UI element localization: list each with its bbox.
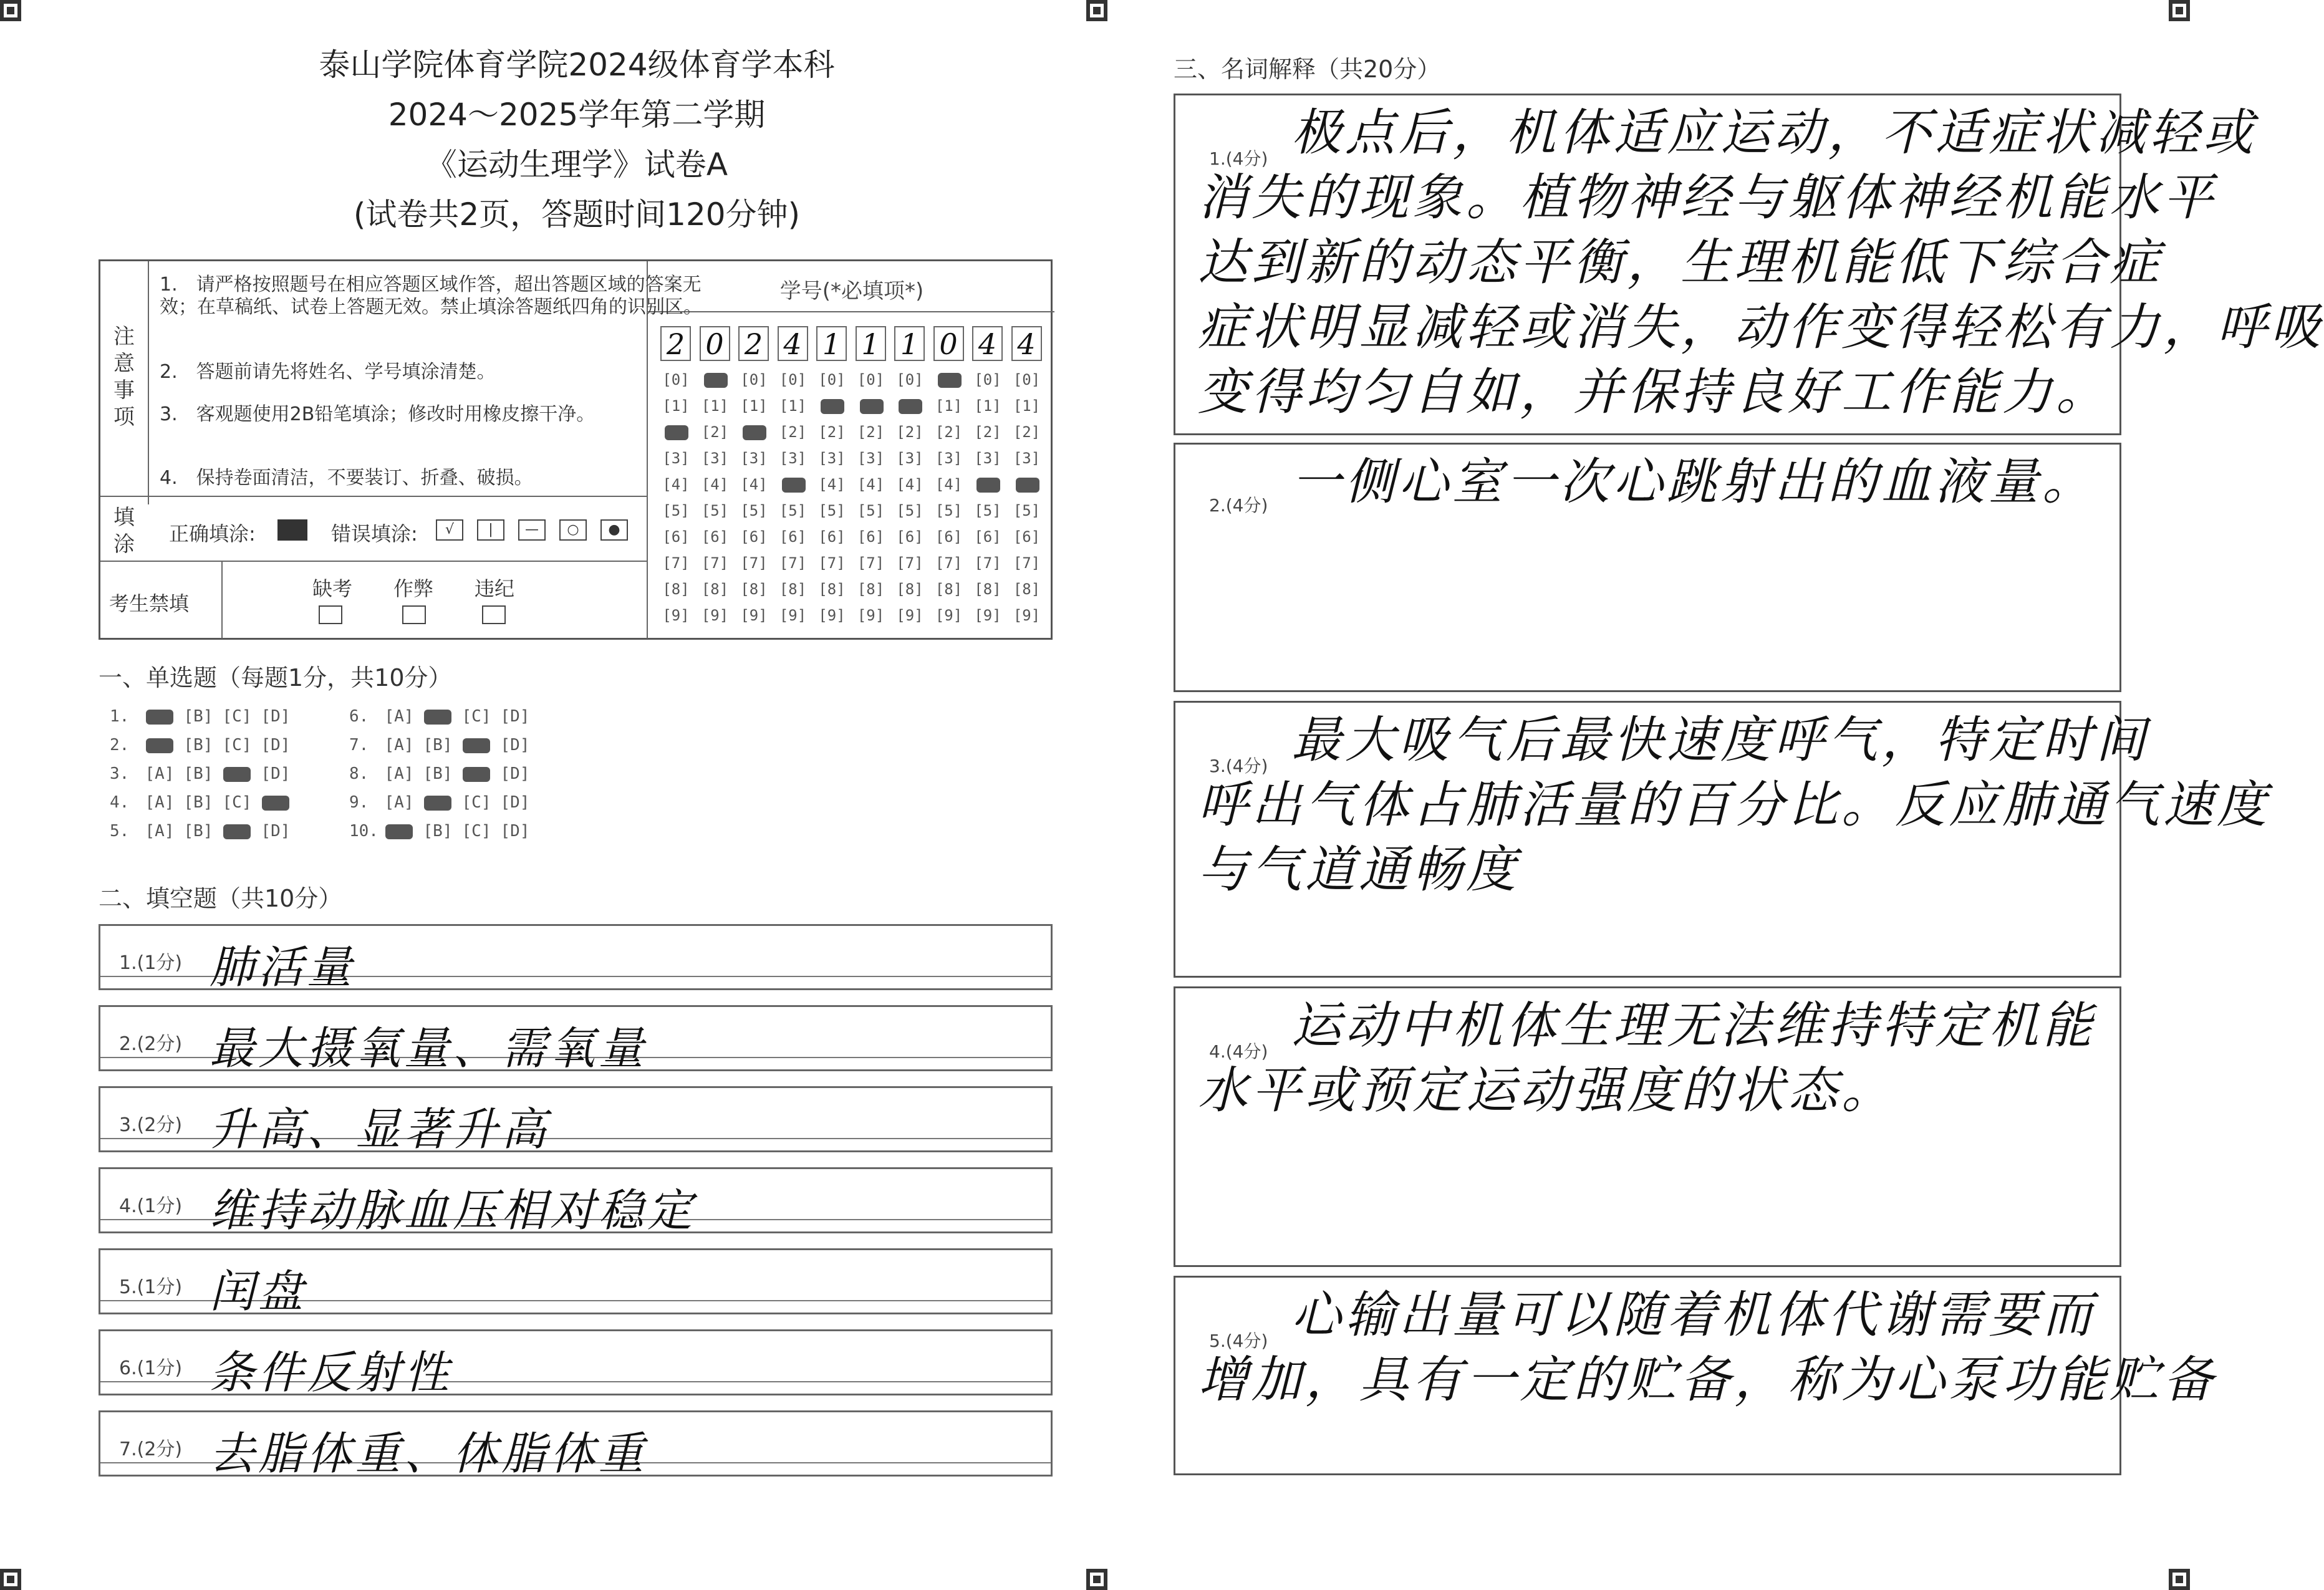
mcq-number: 10. [349,822,378,841]
id-bubble[interactable]: [2] [779,423,807,441]
mcq-number: 6. [349,707,369,726]
mcq-number: 7. [349,736,369,754]
id-bubble[interactable]: [4] [662,476,690,493]
id-bubble-filled[interactable] [738,423,769,441]
id-bubble[interactable]: [0] [662,371,690,388]
violation-checkbox[interactable] [482,605,506,624]
notice-label: 注意事项 [113,324,135,430]
id-bubble[interactable]: [6] [779,528,807,546]
id-bubble[interactable]: [2] [935,423,963,441]
exam-title-line2: 2024～2025学年第二学期 [388,97,766,133]
notice-item-2: 2. 答题前请先将姓名、学号填涂清楚。 [160,361,496,383]
id-bubble[interactable]: [9] [662,607,690,624]
id-bubble[interactable]: [9] [974,607,1001,624]
mcq-option[interactable]: [B] [183,764,213,783]
exam-title-line3: 《运动生理学》试卷A [425,147,728,183]
mcq-option[interactable]: [B] [183,707,213,726]
id-bubble[interactable]: [8] [701,581,729,598]
fill-blank-box [99,1410,1053,1480]
fill-blank-number: 7.(2分) [119,1438,183,1460]
student-id-digit: 4 [778,326,808,361]
fill-blank-number: 5.(1分) [119,1276,183,1298]
id-bubble[interactable]: [4] [818,476,846,493]
definition-answer-line[interactable]: 呼出气体占肺活量的百分比。反应肺通气速度 [1198,776,2270,834]
id-bubble[interactable]: [9] [896,607,923,624]
fill-blank-number: 1.(1分) [119,952,183,974]
student-id-digit: 1 [816,326,847,361]
fill-blank-box [99,1167,1053,1236]
mcq-option[interactable]: [D] [500,707,530,726]
definition-answer-line[interactable]: 达到新的动态平衡，生理机能低下综合症 [1198,233,2163,291]
id-bubble[interactable]: [1] [740,397,768,415]
id-bubble-filled[interactable] [700,371,731,388]
corner-mark-bottom-left [0,1569,21,1590]
id-bubble[interactable]: [3] [896,450,923,467]
id-bubble[interactable]: [0] [974,371,1001,388]
fill-blank-answer[interactable]: 最大摄氧量、需氧量 [210,1022,648,1074]
id-bubble[interactable]: [6] [857,528,885,546]
cheat-checkbox[interactable] [402,605,426,624]
mcq-option[interactable]: [A] [384,764,414,783]
id-bubble[interactable]: [9] [1013,607,1041,624]
id-bubble-filled[interactable] [1011,476,1043,493]
definition-answer-line[interactable]: 症状明显减轻或消失，动作变得轻松有力，呼吸 [1198,298,2324,356]
fill-blank-number: 6.(1分) [119,1357,183,1379]
id-bubble[interactable]: [8] [974,581,1001,598]
id-bubble[interactable]: [2] [857,423,885,441]
id-bubble[interactable]: [4] [896,476,923,493]
mcq-option-filled[interactable] [459,764,494,783]
mcq-option[interactable]: [A] [384,707,414,726]
mcq-option[interactable]: [D] [500,764,530,783]
absent-checkbox[interactable] [319,605,342,624]
mcq-option[interactable]: [A] [384,793,414,812]
id-bubble[interactable]: [3] [1013,450,1041,467]
id-bubble[interactable]: [4] [857,476,885,493]
wrong-sample-dash: — [518,519,546,541]
fill-blank-box [99,924,1053,993]
id-bubble[interactable]: [4] [935,476,963,493]
notice-item-3: 3. 客观题使用2B铅笔填涂；修改时用橡皮擦干净。 [160,403,595,425]
mcq-option[interactable]: [B] [423,822,453,841]
id-bubble[interactable]: [6] [701,528,729,546]
definition-number: 2.(4分) [1209,495,1268,516]
mcq-option[interactable]: [B] [183,736,213,754]
definition-answer-line[interactable]: 最大吸气后最快速度呼气，特定时间 [1291,711,2149,769]
id-bubble[interactable]: [1] [974,397,1001,415]
fill-blank-box [99,1005,1053,1074]
corner-mark-bottom-center [1086,1569,1107,1590]
id-bubble[interactable]: [8] [896,581,923,598]
id-bubble[interactable]: [9] [818,607,846,624]
mcq-option[interactable]: [A] [384,736,414,754]
id-bubble[interactable]: [3] [662,450,690,467]
fill-section-label: 填涂 [113,505,135,557]
definition-box [1174,443,2121,692]
mcq-option-filled[interactable] [420,793,455,812]
id-bubble[interactable]: [5] [662,502,690,519]
correct-fill-sample [277,519,307,541]
definition-box [1174,986,2121,1267]
student-id-digit: 0 [933,326,964,361]
id-bubble[interactable]: [6] [896,528,923,546]
mcq-option[interactable]: [C] [222,707,252,726]
id-bubble[interactable]: [3] [935,450,963,467]
definition-answer-line[interactable]: 与气道通畅度 [1198,841,1520,899]
mcq-option[interactable]: [C] [222,736,252,754]
fill-blank-answer[interactable]: 条件反射性 [210,1346,453,1399]
id-bubble-filled[interactable] [778,476,809,493]
mcq-option[interactable]: [A] [145,764,175,783]
fill-blank-answer[interactable]: 肺活量 [210,941,356,993]
mcq-option-filled[interactable] [219,764,254,783]
id-bubble[interactable]: [5] [740,502,768,519]
mcq-option[interactable]: [A] [145,793,175,812]
mcq-option-filled[interactable] [142,736,177,754]
mcq-option[interactable]: [A] [145,822,175,841]
mcq-option[interactable]: [B] [423,764,453,783]
id-bubble[interactable]: [7] [662,554,690,572]
corner-mark-top-left [0,0,21,21]
fill-blank-box [99,1248,1053,1318]
id-bubble[interactable]: [7] [818,554,846,572]
id-bubble[interactable]: [2] [701,423,729,441]
violation-label: 违纪 [475,577,515,600]
id-bubble[interactable]: [6] [935,528,963,546]
mcq-option[interactable]: [C] [461,822,491,841]
id-bubble[interactable]: [6] [818,528,846,546]
definition-answer-line[interactable]: 变得均匀自如，并保持良好工作能力。 [1198,363,2109,421]
fill-blank-answer[interactable]: 升高、显著升高 [210,1103,551,1155]
id-bubble[interactable]: [7] [896,554,923,572]
instructions-box [99,259,1053,640]
student-id-title: 学号(*必填项*) [779,279,924,304]
mcq-number: 5. [110,822,130,841]
mcq-option[interactable]: [C] [222,793,252,812]
mcq-option-filled[interactable] [258,793,293,812]
fill-blank-answer[interactable]: 维持动脉血压相对稳定 [210,1184,697,1236]
fill-blank-answer[interactable]: 闰盘 [210,1265,307,1318]
cheat-label: 作弊 [393,577,434,600]
id-bubble[interactable]: [9] [701,607,729,624]
student-id-digit: 0 [700,326,730,361]
id-bubble[interactable]: [7] [857,554,885,572]
id-bubble[interactable]: [7] [779,554,807,572]
id-bubble[interactable]: [1] [935,397,963,415]
id-bubble[interactable]: [8] [1013,581,1041,598]
definition-answer-line[interactable]: 水平或预定运动强度的状态。 [1198,1061,1895,1119]
absent-label: 缺考 [312,577,353,600]
wrong-sample-bar: | [477,519,504,541]
corner-mark-top-right [2169,0,2190,21]
id-bubble[interactable]: [1] [662,397,690,415]
student-id-digit: 4 [972,326,1003,361]
id-bubble[interactable]: [2] [818,423,846,441]
section3-title: 三、名词解释（共20分） [1174,55,1441,83]
definition-box [1174,701,2270,978]
mcq-option[interactable]: [B] [423,736,453,754]
id-bubble[interactable]: [5] [896,502,923,519]
id-bubble[interactable]: [3] [701,450,729,467]
id-bubble[interactable]: [7] [974,554,1001,572]
id-bubble[interactable]: [8] [740,581,768,598]
mcq-option[interactable]: [D] [500,822,530,841]
mcq-option[interactable]: [D] [261,822,291,841]
id-bubble[interactable]: [8] [818,581,846,598]
mcq-option-filled[interactable] [142,707,177,726]
corner-mark-top-center [1086,0,1107,21]
mcq-option-filled[interactable] [219,822,254,841]
id-bubble[interactable]: [3] [779,450,807,467]
id-bubble[interactable]: [7] [935,554,963,572]
mcq-option-filled[interactable] [420,707,455,726]
id-bubble[interactable]: [5] [818,502,846,519]
id-bubble[interactable]: [0] [779,371,807,388]
id-bubble[interactable]: [9] [779,607,807,624]
mcq-option[interactable]: [B] [183,822,213,841]
id-bubble-filled[interactable] [816,397,847,415]
forbid-label: 考生禁填 [109,592,190,615]
id-bubble[interactable]: [4] [740,476,768,493]
id-bubble-filled[interactable] [972,476,1003,493]
mcq-option[interactable]: [B] [183,793,213,812]
mcq-option[interactable]: [D] [261,764,291,783]
id-bubble[interactable]: [6] [662,528,690,546]
definition-answer-line[interactable]: 一侧心室一次心跳射出的血液量。 [1291,453,2096,511]
mcq-number: 4. [110,793,130,812]
wrong-fill-label: 错误填涂: [331,522,418,546]
definition-answer-line[interactable]: 增加，具有一定的贮备，称为心泵功能贮备 [1198,1351,2217,1409]
id-bubble[interactable]: [0] [857,371,885,388]
id-bubble[interactable]: [6] [1013,528,1041,546]
id-bubble[interactable]: [1] [1013,397,1041,415]
wrong-sample-check: √ [436,519,463,541]
mcq-option-filled[interactable] [382,822,417,841]
id-bubble[interactable]: [4] [701,476,729,493]
notice-item-4: 4. 保持卷面清洁，不要装订、折叠、破损。 [160,467,533,489]
definition-number: 1.(4分) [1209,148,1268,169]
fill-blank-number: 2.(2分) [119,1033,183,1055]
id-bubble[interactable]: [2] [1013,423,1041,441]
student-id-digit: 1 [894,326,925,361]
id-bubble-filled[interactable] [894,397,925,415]
id-bubble[interactable]: [3] [974,450,1001,467]
id-bubble[interactable]: [1] [779,397,807,415]
exam-title-line1: 泰山学院体育学院2024级体育学本科 [319,47,835,83]
id-bubble[interactable]: [8] [779,581,807,598]
mcq-option[interactable]: [D] [261,707,291,726]
id-bubble[interactable]: [3] [857,450,885,467]
id-bubble[interactable]: [0] [818,371,846,388]
id-bubble[interactable]: [3] [740,450,768,467]
section2-title: 二、填空题（共10分） [99,885,342,912]
mcq-option[interactable]: [C] [461,793,491,812]
wrong-sample-dot: ● [600,519,628,541]
id-bubble[interactable]: [8] [662,581,690,598]
id-bubble[interactable]: [8] [857,581,885,598]
definition-number: 5.(4分) [1209,1331,1268,1351]
mcq-number: 2. [110,736,130,754]
fill-blank-answer[interactable]: 去脂体重、体脂体重 [210,1427,648,1480]
definition-answer-line[interactable]: 心输出量可以随着机体代谢需要而 [1291,1286,2096,1344]
id-bubble[interactable]: [5] [935,502,963,519]
fill-blank-box [99,1086,1053,1155]
id-bubble[interactable]: [7] [1013,554,1041,572]
mcq-option-filled[interactable] [459,736,494,754]
fill-blank-number: 4.(1分) [119,1195,183,1217]
corner-mark-bottom-right [2169,1569,2190,1590]
id-bubble[interactable]: [5] [857,502,885,519]
correct-fill-label: 正确填涂: [169,522,256,546]
id-bubble[interactable]: [0] [740,371,768,388]
student-id-digit: 1 [856,326,886,361]
id-bubble[interactable]: [9] [740,607,768,624]
id-bubble[interactable]: [6] [974,528,1001,546]
id-bubble[interactable]: [2] [896,423,923,441]
mcq-number: 9. [349,793,369,812]
id-bubble-filled[interactable] [933,371,965,388]
id-bubble[interactable]: [5] [779,502,807,519]
student-id-digit: 4 [1011,326,1042,361]
id-bubble[interactable]: [1] [701,397,729,415]
mcq-number: 8. [349,764,369,783]
definition-answer-line[interactable]: 运动中机体生理无法维持特定机能 [1291,996,2096,1054]
id-bubble[interactable]: [3] [818,450,846,467]
mcq-option[interactable]: [D] [500,736,530,754]
id-bubble[interactable]: [0] [1013,371,1041,388]
exam-title-line4: (试卷共2页，答题时间120分钟) [353,196,801,233]
definition-answer-line[interactable]: 极点后，机体适应运动，不适症状减轻或 [1291,104,2257,161]
mcq-number: 1. [110,707,130,726]
fill-blank-box [99,1329,1053,1399]
mcq-option[interactable]: [D] [500,793,530,812]
definition-box [1174,94,2324,435]
section1-title: 一、单选题（每题1分，共10分） [99,664,452,691]
definition-number: 4.(4分) [1209,1041,1268,1062]
id-bubble[interactable]: [7] [740,554,768,572]
student-id-digit: 2 [738,326,769,361]
mcq-number: 3. [110,764,130,783]
id-bubble[interactable]: [6] [740,528,768,546]
id-bubble-filled[interactable] [660,423,692,441]
id-bubble[interactable]: [5] [701,502,729,519]
id-bubble[interactable]: [2] [974,423,1001,441]
id-bubble[interactable]: [5] [974,502,1001,519]
id-bubble[interactable]: [7] [701,554,729,572]
id-bubble[interactable]: [0] [896,371,923,388]
id-bubble[interactable]: [9] [857,607,885,624]
mcq-option[interactable]: [C] [461,707,491,726]
wrong-sample-circle: ○ [559,519,587,541]
definition-answer-line[interactable]: 消失的现象。植物神经与躯体神经机能水平 [1198,168,2217,226]
notice-item-1: 1. 请严格按照题号在相应答题区域作答，超出答题区域的答案无效；在草稿纸、试卷上答题无效。禁止填涂答题纸四角的识别区。 [160,274,702,318]
id-bubble[interactable]: [9] [935,607,963,624]
fill-blank-number: 3.(2分) [119,1114,183,1136]
id-bubble-filled[interactable] [856,397,887,415]
id-bubble[interactable]: [5] [1013,502,1041,519]
student-id-digit: 2 [660,326,691,361]
definition-number: 3.(4分) [1209,756,1268,776]
definition-box [1174,1276,2217,1475]
id-bubble[interactable]: [8] [935,581,963,598]
mcq-option[interactable]: [D] [261,736,291,754]
